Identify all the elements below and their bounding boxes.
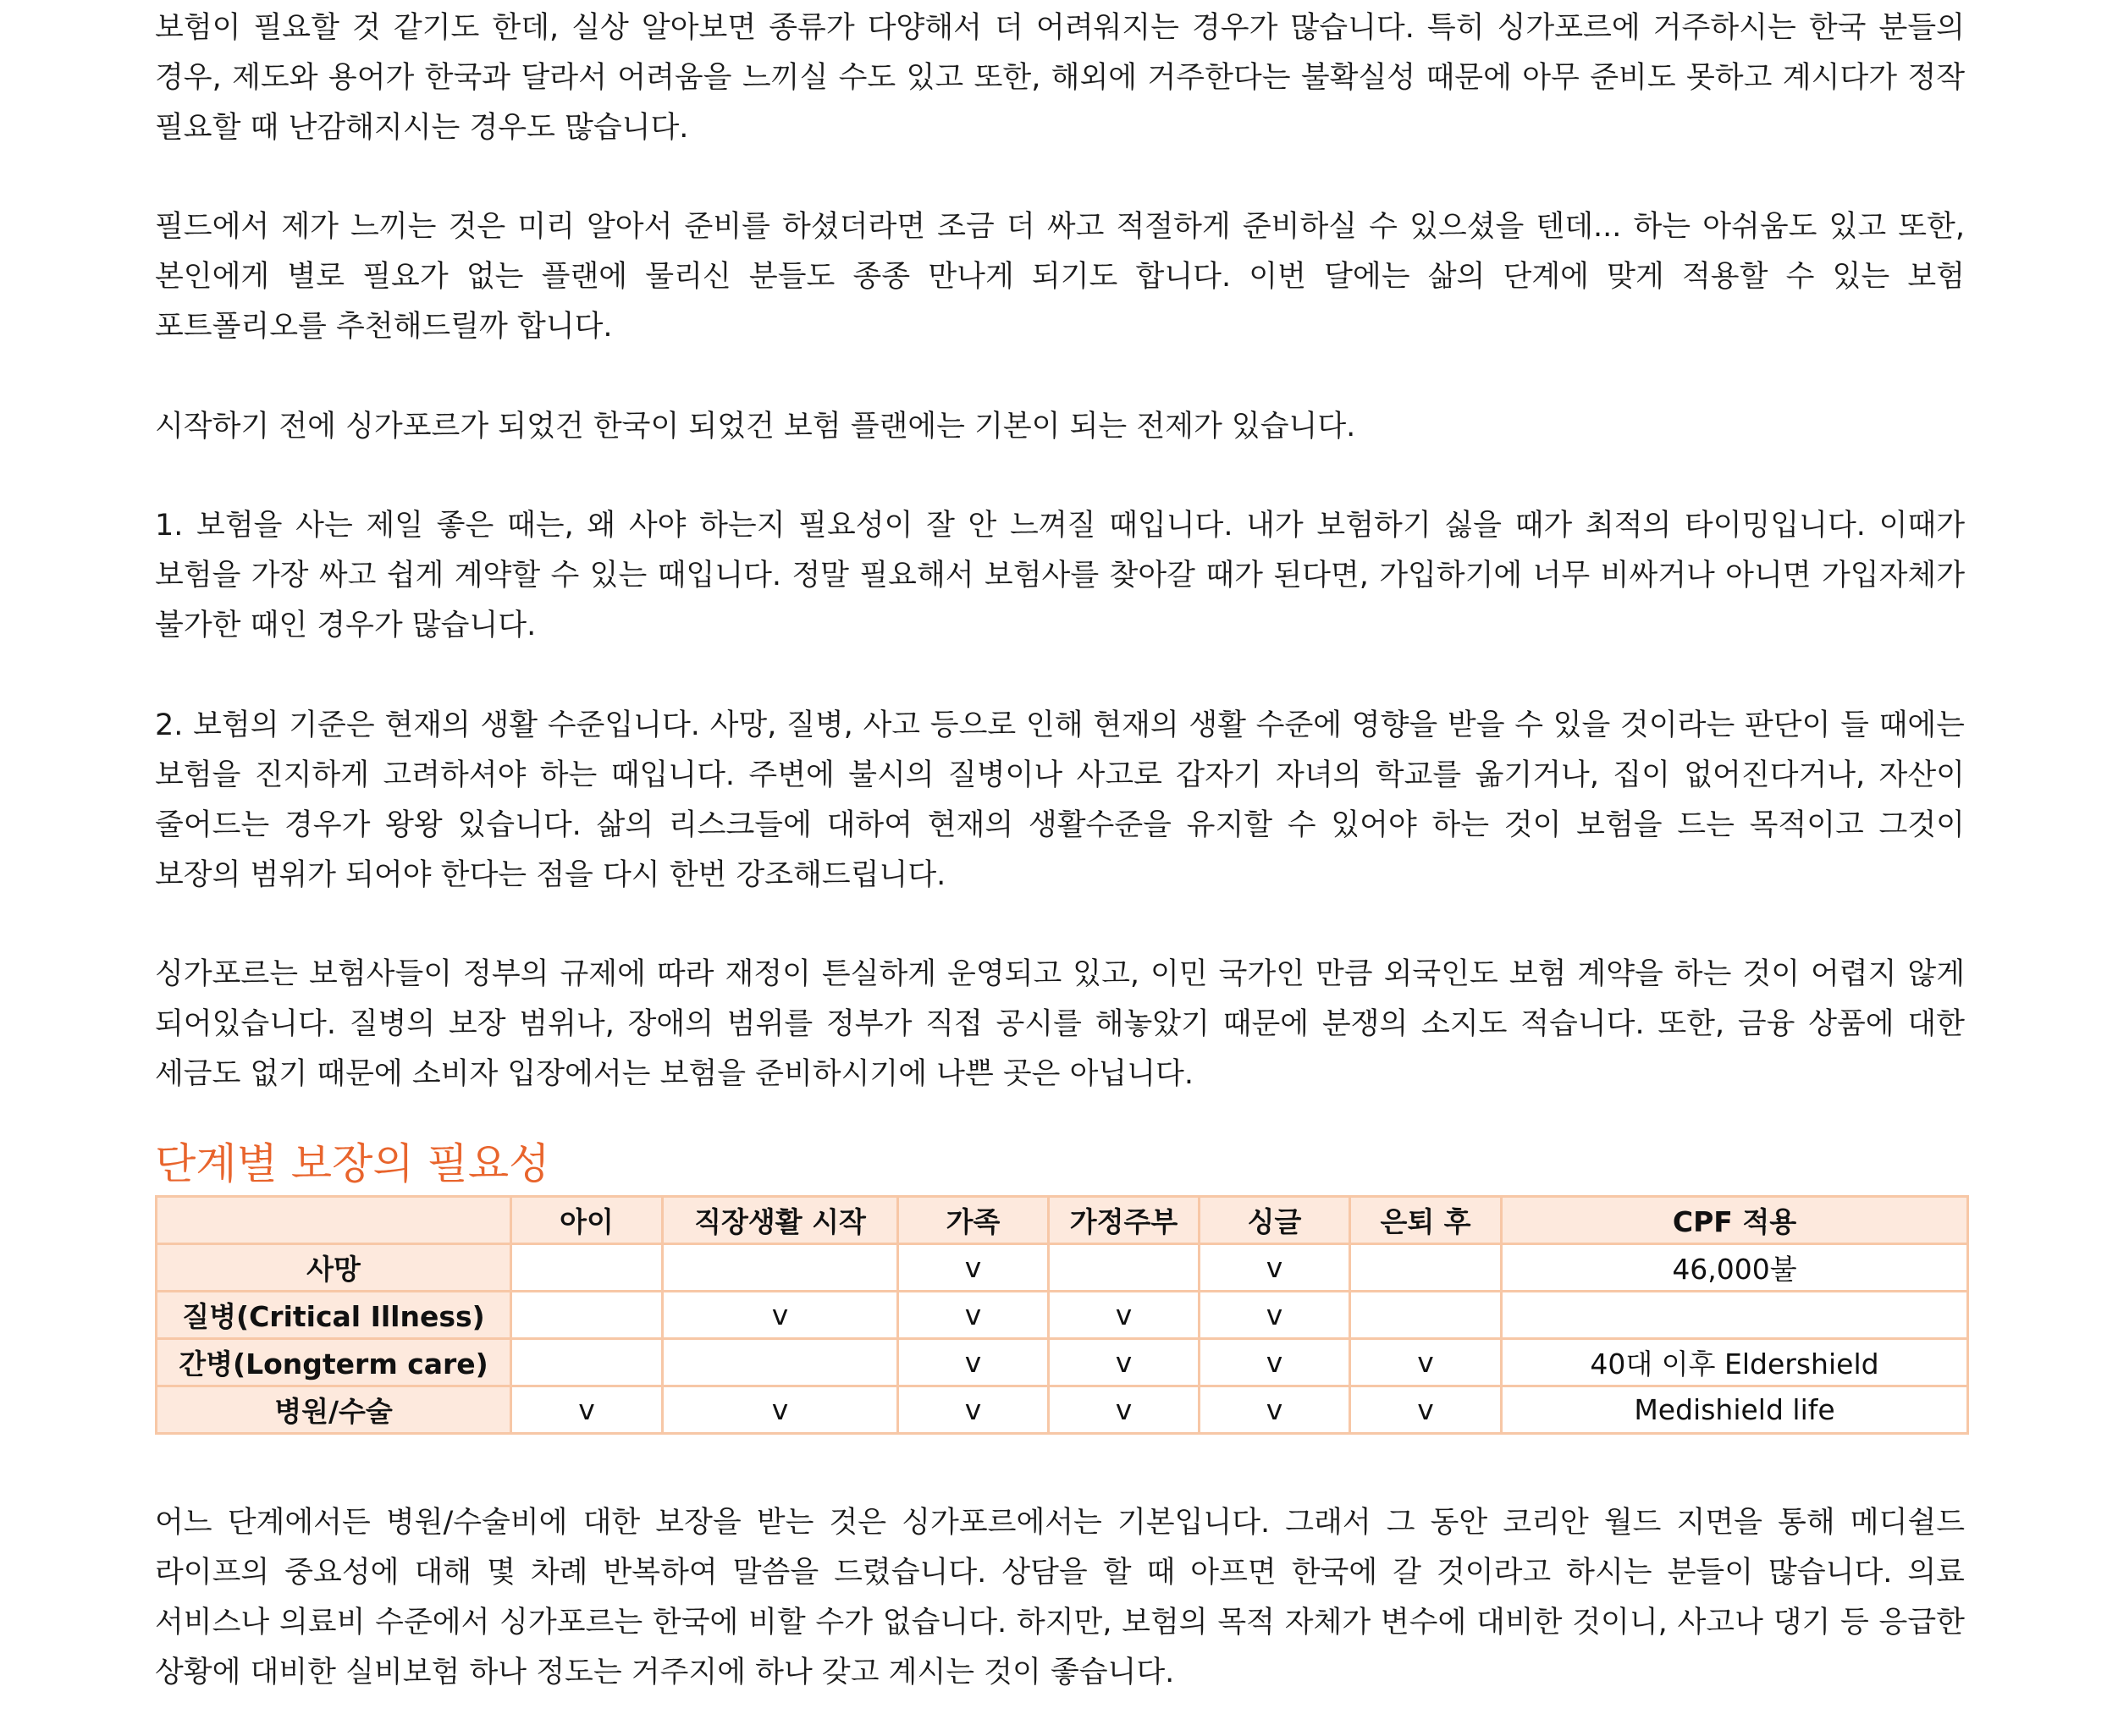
table-cell bbox=[1049, 1244, 1200, 1292]
paragraph-medishield: 어느 단계에서든 병원/수술비에 대한 보장을 받는 것은 싱가포르에서는 기본입니다. 그래서 그 동안 코리안 월드 지면을 통해 메디쉴드 라이프의 중요성에 대해 몇 차례 반복하여 말씀을 드렸습니다. 상담을 할 때 아프면 한국에 갈 것이라고 하시는 분들이 많습니다. 의료 서비스나 의료비 수준에서 싱가포르는 한국에 비할 수가 없습니다. 하지만, 보험의 목적 자체가 변수에 대비한 것이니, 사고나 댕기 등 응급한 상황에 대비한 실비보험 하나 정도는 거주지에 하나 갖고 계시는 것이 좋습니다. bbox=[155, 1506, 1965, 1689]
table-cell bbox=[1350, 1292, 1502, 1339]
table-cell: v bbox=[511, 1386, 663, 1434]
table-header-cell: 가족 bbox=[898, 1197, 1049, 1244]
table-header-cell: 싱글 bbox=[1200, 1197, 1350, 1244]
table-header-cell: 은퇴 후 bbox=[1350, 1197, 1502, 1244]
table-row bbox=[157, 1386, 1968, 1434]
table-header-cell bbox=[157, 1197, 511, 1244]
table-header-cell: 직장생활 시작 bbox=[663, 1197, 898, 1244]
table-row bbox=[157, 1244, 1968, 1292]
row-label: 사망 bbox=[157, 1244, 511, 1292]
table-cell: v bbox=[1200, 1292, 1350, 1339]
coverage-table bbox=[155, 1195, 1969, 1435]
table-cell bbox=[1502, 1292, 1968, 1339]
table-header-cell: 아이 bbox=[511, 1197, 663, 1244]
table-header-cell: CPF 적용 bbox=[1502, 1197, 1968, 1244]
paragraph-point-2: 2. 보험의 기준은 현재의 생활 수준입니다. 사망, 질병, 사고 등으로 인해 현재의 생활 수준에 영향을 받을 수 있을 것이라는 판단이 들 때에는 보험을 진지하게 고려하셔야 하는 때입니다. 주변에 불시의 질병이나 사고로 갑자기 자녀의 학교를 옮기거나, 집이 없어진다거나, 자산이 줄어드는 경우가 왕왕 있습니다. 삶의 리스크들에 대하여 현재의 생활수준을 유지할 수 있어야 하는 것이 보험을 드는 목적이고 그것이 보장의 범위가 되어야 한다는 점을 다시 한번 강조해드립니다. bbox=[155, 708, 1965, 892]
table-cell bbox=[511, 1244, 663, 1292]
paragraph-singapore: 싱가포르는 보험사들이 정부의 규제에 따라 재정이 튼실하게 운영되고 있고, 이민 국가인 만큼 외국인도 보험 계약을 하는 것이 어렵지 않게 되어있습니다. 질병의 보장 범위나, 장애의 범위를 정부가 직접 공시를 해놓았기 때문에 분쟁의 소지도 적습니다. 또한, 금융 상품에 대한 세금도 없기 때문에 소비자 입장에서는 보험을 준비하시기에 나쁜 곳은 아닙니다. bbox=[155, 957, 1965, 1091]
table-cell: v bbox=[898, 1339, 1049, 1386]
row-label: 병원/수술 bbox=[157, 1386, 511, 1434]
table-cell: v bbox=[1200, 1244, 1350, 1292]
table-cell: v bbox=[898, 1386, 1049, 1434]
table-cell bbox=[1350, 1244, 1502, 1292]
paragraph-premise: 시작하기 전에 싱가포르가 되었건 한국이 되었건 보험 플랜에는 기본이 되는 전제가 있습니다. bbox=[155, 410, 1356, 444]
table-cell: v bbox=[1049, 1292, 1200, 1339]
table-header-cell: 가정주부 bbox=[1049, 1197, 1200, 1244]
paragraph-intro: 보험이 필요할 것 같기도 한데, 실상 알아보면 종류가 다양해서 더 어려워지는 경우가 많습니다. 특히 싱가포르에 거주하시는 한국 분들의 경우, 제도와 용어가 한국과 달라서 어려움을 느끼실 수도 있고 또한, 해외에 거주한다는 불확실성 때문에 아무 준비도 못하고 계시다가 정작 필요할 때 난감해지시는 경우도 많습니다. bbox=[155, 11, 1965, 145]
table-cell: v bbox=[663, 1386, 898, 1434]
table-cell: v bbox=[1350, 1386, 1502, 1434]
table-cell: 40대 이후 Eldershield bbox=[1502, 1339, 1968, 1386]
table-cell bbox=[663, 1339, 898, 1386]
table-cell: v bbox=[1049, 1339, 1200, 1386]
table-cell bbox=[663, 1244, 898, 1292]
section-title: 단계별 보장의 필요성 bbox=[155, 1139, 550, 1188]
table-cell: v bbox=[1200, 1339, 1350, 1386]
table-cell bbox=[511, 1292, 663, 1339]
table-cell: Medishield life bbox=[1502, 1386, 1968, 1434]
table-cell bbox=[511, 1339, 663, 1386]
table-cell: v bbox=[1200, 1386, 1350, 1434]
table-row bbox=[157, 1292, 1968, 1339]
table-cell: v bbox=[663, 1292, 898, 1339]
table-cell: 46,000불 bbox=[1502, 1244, 1968, 1292]
table-cell: v bbox=[898, 1244, 1049, 1292]
paragraph-point-1: 1. 보험을 사는 제일 좋은 때는, 왜 사야 하는지 필요성이 잘 안 느껴질 때입니다. 내가 보험하기 싫을 때가 최적의 타이밍입니다. 이때가 보험을 가장 싸고 쉽게 계약할 수 있는 때입니다. 정말 필요해서 보험사를 찾아갈 때가 된다면, 가입하기에 너무 비싸거나 아니면 가입자체가 불가한 때인 경우가 많습니다. bbox=[155, 509, 1965, 642]
table-cell: v bbox=[1350, 1339, 1502, 1386]
table-row bbox=[157, 1339, 1968, 1386]
table-cell: v bbox=[898, 1292, 1049, 1339]
table-cell: v bbox=[1049, 1386, 1200, 1434]
table-header-row bbox=[157, 1197, 1968, 1244]
row-label: 간병(Longterm care) bbox=[157, 1339, 511, 1386]
row-label: 질병(Critical Illness) bbox=[157, 1292, 511, 1339]
paragraph-field-experience: 필드에서 제가 느끼는 것은 미리 알아서 준비를 하셨더라면 조금 더 싸고 적절하게 준비하실 수 있으셨을 텐데... 하는 아쉬움도 있고 또한, 본인에게 별로 필요가 없는 플랜에 물리신 분들도 종종 만나게 되기도 합니다. 이번 달에는 삶의 단계에 맞게 적용할 수 있는 보험 포트폴리오를 추천해드릴까 합니다. bbox=[155, 210, 1965, 344]
